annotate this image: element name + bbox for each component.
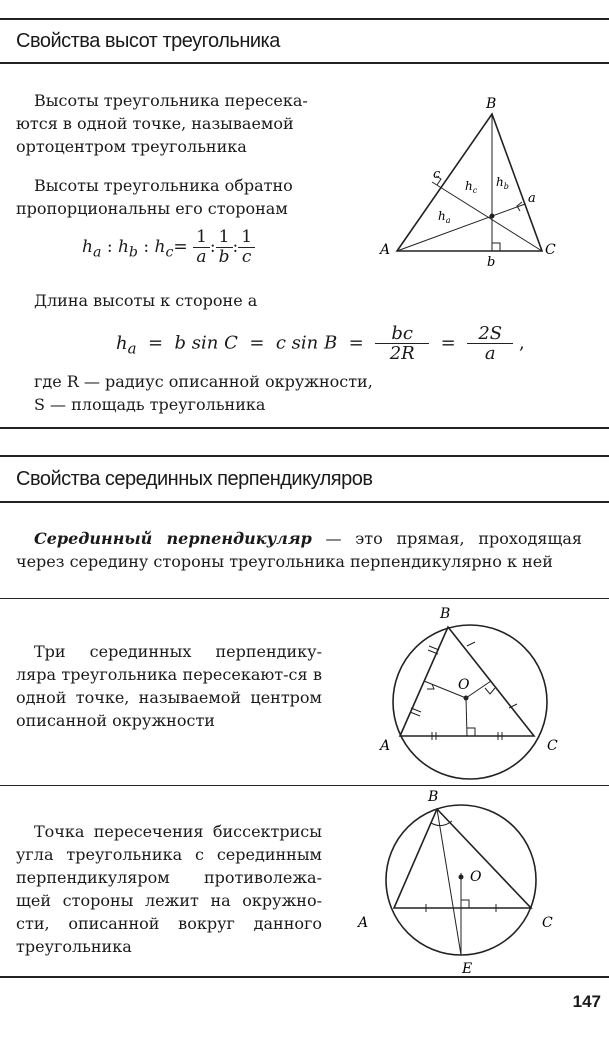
perpendicular-definition: [16, 527, 582, 573]
heights-intersect-text: Высоты треугольника пересека-ются в одной точке, называемой ортоцентром треугольника: [16, 91, 308, 156]
label-side-b: b: [487, 255, 496, 270]
right-angle-bc: [485, 688, 495, 694]
circumcircle: [393, 625, 547, 779]
section2-bottom-border: [0, 976, 609, 978]
label-B: B: [486, 96, 497, 112]
section1-bottom-border: [0, 427, 609, 429]
perp-bisector-ac: [466, 698, 467, 736]
label-side-a: a: [528, 191, 536, 206]
ratio-h-c: $h_c$: [154, 237, 174, 261]
ratio-frac-b: $\frac{1}{b}$: [216, 228, 233, 267]
circumcenter-diagram: [372, 600, 592, 790]
label-B-3: B: [428, 789, 439, 805]
label-ha: $h_a$: [438, 209, 451, 225]
section-bisectors-title-text: Свойства серединных перпендикуляров: [16, 467, 373, 490]
right-angle-ac: [467, 728, 475, 736]
label-C: C: [545, 242, 556, 258]
label-O-3: O: [470, 869, 482, 885]
formula-h-a: $h_a$: [116, 332, 137, 358]
label-A: A: [380, 242, 391, 258]
definition-rest: — это прямая, проходящая через середину стороны треугольника перпендикулярно к ней: [16, 529, 582, 571]
label-hb: $h_b$: [496, 175, 509, 191]
formula-frac-bc-2r: $\frac{bc}{2R}$: [375, 324, 429, 363]
formula-c-sin-b: c sin B: [275, 332, 338, 354]
circumcenter-point: [464, 696, 469, 701]
ratio-h-b: $h_b$: [117, 237, 138, 261]
label-side-c: c: [433, 167, 441, 182]
formula-b-sin-c: b sin C: [174, 332, 238, 354]
orthocenter-point: [490, 214, 495, 219]
label-C-3: C: [542, 915, 553, 931]
formula-frac-2s-a: $\frac{2S}{a}$: [467, 324, 513, 363]
right-angle-mid: [461, 900, 469, 908]
ratio-frac-a: $\frac{1}{a}$: [193, 228, 210, 267]
bisector-circle-text: Точка пересечения биссектрисы угла треугольника с серединным перпендикуляром противолежа-щей стороны лежит на окружно-сти, описанной вокруг данного треугольника: [16, 822, 322, 956]
where-radius-text: где R — радиус описанной окружности,: [34, 372, 373, 391]
section-heights-title: [0, 18, 609, 64]
perp-bisector-bc: [466, 681, 491, 698]
ratio-h-a: $h_a$: [82, 237, 102, 261]
ratio-frac-c: $\frac{1}{c}$: [238, 228, 255, 267]
heights-triangle-diagram: [370, 90, 570, 270]
right-angle-b: [492, 243, 500, 251]
height-length-label: Длина высоты к стороне a: [34, 291, 258, 310]
bisector-circle-diagram: [350, 785, 590, 980]
heights-proportional-text: Высоты треугольника обратно пропорциональны его сторонам: [16, 176, 293, 218]
circumcenter-text: Три серединных перпендику-ляра треугольника пересекают-ся в одной точке, называемой центром описанной окружности: [16, 642, 322, 730]
heights-ratio-formula: $h_a$ : $h_b$ : $h_c=$ $\frac{1}{a}$ : $\frac{1}{b}$ : $\frac{1}{c}$: [82, 228, 255, 267]
page-number: 147: [572, 992, 601, 1011]
altitude-ha: [397, 204, 525, 251]
label-E-3: E: [462, 961, 473, 977]
definition-term: Серединный перпендикуляр: [34, 529, 312, 548]
section-heights-title-text: Свойства высот треугольника: [16, 29, 280, 52]
label-B-2: B: [440, 606, 451, 622]
label-hc: $h_c$: [465, 179, 478, 195]
height-length-formula: $h_a = b$ sin C = c sin B = $\frac{bc}{2R}$ = $\frac{2S}{a}$ ,: [116, 323, 525, 364]
label-A-3: A: [358, 915, 369, 931]
center-point-o: [459, 875, 464, 880]
section-bisectors-title: [0, 455, 609, 503]
label-A-2: A: [380, 738, 391, 754]
where-area-text: S — площадь треугольника: [34, 395, 266, 414]
label-O-2: O: [458, 677, 470, 693]
label-C-2: C: [547, 738, 558, 754]
divider-1: [0, 598, 609, 599]
